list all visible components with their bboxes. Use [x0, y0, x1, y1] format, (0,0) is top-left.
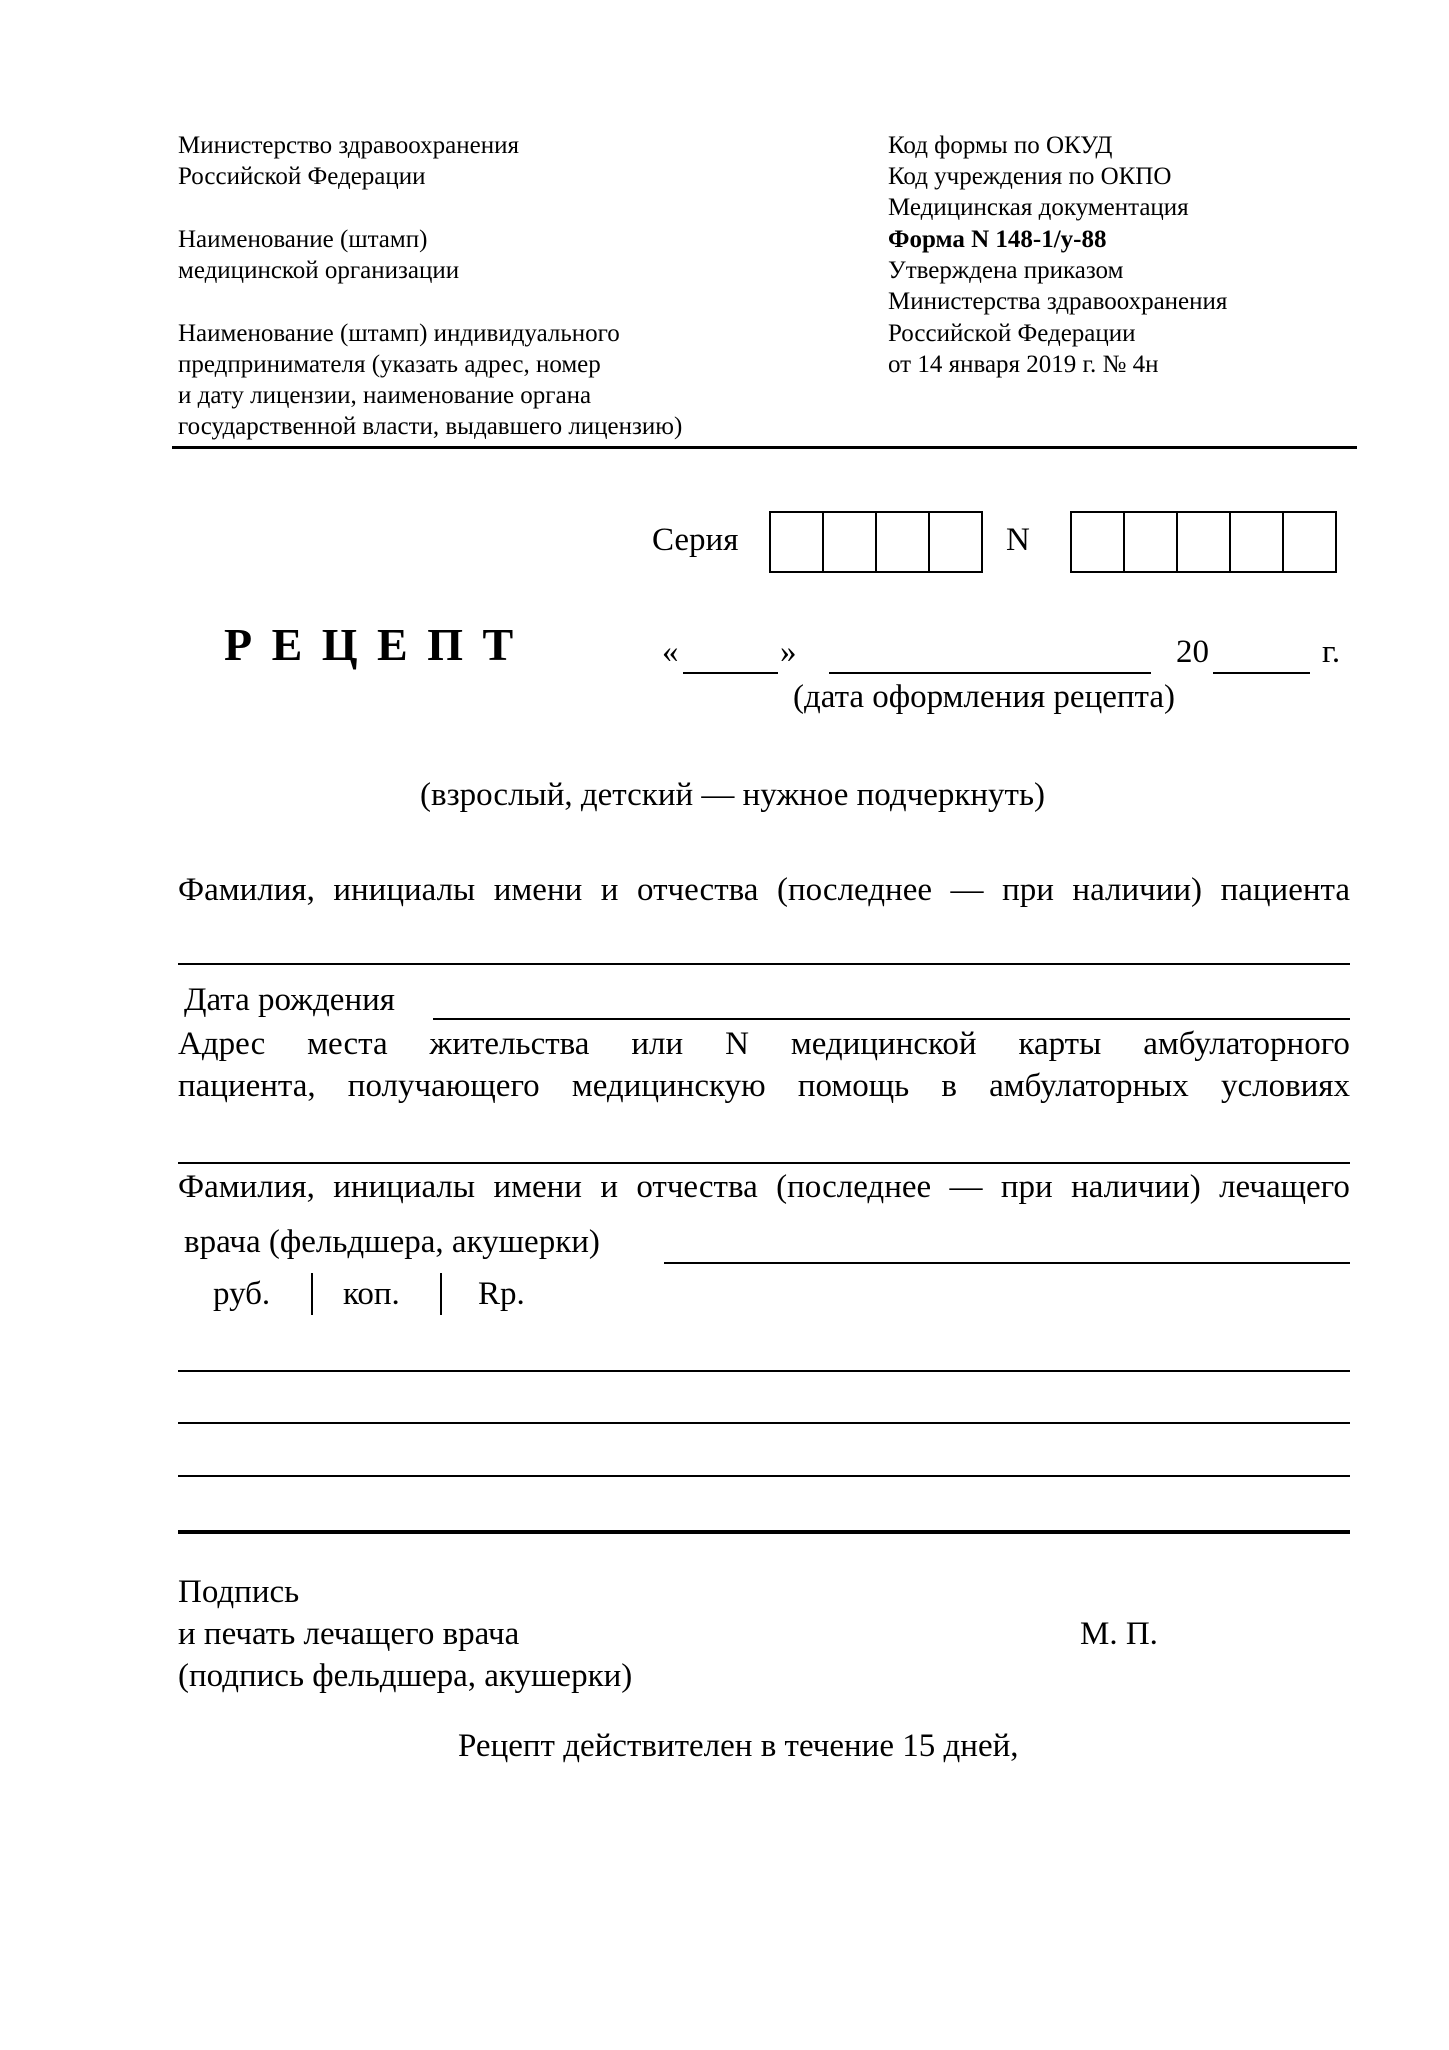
series-box-2[interactable]	[822, 511, 877, 573]
prescription-line-4[interactable]	[178, 1530, 1350, 1534]
signature-line-3: (подпись фельдшера, акушерки)	[178, 1658, 633, 1694]
approved-line-2: Министерства здравоохранения	[888, 288, 1228, 315]
doctor-word: при	[1000, 1169, 1053, 1205]
validity-note: Рецепт действителен в течение 15 дней,	[458, 1728, 1019, 1764]
entrepreneur-line-4: государственной власти, выдавшего лицензию)	[178, 413, 683, 440]
number-label: N	[1006, 522, 1030, 558]
ministry-line-1: Министерство здравоохранения	[178, 132, 519, 159]
signature-line-2: и печать лечащего врача	[178, 1616, 520, 1652]
doctor-word: отчества	[636, 1169, 758, 1205]
prescription-line-1[interactable]	[178, 1370, 1350, 1372]
date-month-field[interactable]	[829, 672, 1151, 674]
address-label-line-2	[178, 1066, 1350, 1106]
address-word: получающего	[347, 1068, 540, 1104]
address-word: карты	[1018, 1026, 1102, 1062]
number-box-1[interactable]	[1070, 511, 1125, 573]
prescription-line-3[interactable]	[178, 1475, 1350, 1477]
address-word: помощь	[797, 1068, 910, 1104]
address-word: пациента,	[178, 1068, 316, 1104]
approved-line-1: Утверждена приказом	[888, 257, 1124, 284]
form-number: Форма N 148-1/у-88	[888, 226, 1107, 253]
org-stamp-line-1: Наименование (штамп)	[178, 226, 428, 253]
series-box-1[interactable]	[769, 511, 824, 573]
number-box-5[interactable]	[1282, 511, 1337, 573]
address-word: N	[725, 1026, 749, 1062]
doctor-word: наличии)	[1071, 1169, 1201, 1205]
signature-line-1: Подпись	[178, 1574, 300, 1610]
date-century: 20	[1176, 634, 1209, 670]
address-word: места	[307, 1026, 388, 1062]
doctor-word: имени	[493, 1169, 582, 1205]
date-open-quote: «	[662, 634, 679, 670]
number-box-2[interactable]	[1123, 511, 1178, 573]
address-word: жительства	[429, 1026, 590, 1062]
address-word: Адрес	[178, 1026, 266, 1062]
doctor-word: Фамилия,	[178, 1169, 315, 1205]
rp-label: Rp.	[478, 1276, 525, 1312]
date-day-field[interactable]	[683, 672, 778, 674]
org-stamp-line-2: медицинской организации	[178, 257, 460, 284]
kop-label: коп.	[343, 1276, 400, 1312]
patient-type-note: (взрослый, детский — нужное подчеркнуть)	[420, 777, 1046, 813]
address-field[interactable]	[178, 1162, 1350, 1164]
rub-label: руб.	[213, 1276, 271, 1312]
patient-name-label: Фамилия, инициалы имени и отчества (последнее — при наличии) пациента	[178, 872, 1350, 908]
stamp-place: М. П.	[1080, 1616, 1158, 1652]
date-year-suffix: г.	[1322, 634, 1341, 670]
date-year-field[interactable]	[1213, 672, 1310, 674]
address-word: амбулаторного	[1143, 1026, 1350, 1062]
rub-separator	[311, 1273, 313, 1315]
series-label: Серия	[652, 522, 739, 558]
doctor-word: (последнее	[776, 1169, 932, 1205]
doctor-word: лечащего	[1219, 1169, 1350, 1205]
kop-separator	[440, 1273, 442, 1315]
doctor-label-line-1	[178, 1167, 1350, 1207]
address-word: медицинской	[790, 1026, 977, 1062]
address-word: медицинскую	[571, 1068, 766, 1104]
series-box-4[interactable]	[928, 511, 983, 573]
address-word: в	[941, 1068, 957, 1104]
med-doc-label: Медицинская документация	[888, 194, 1189, 221]
address-label-line-1	[178, 1024, 1350, 1064]
address-word: или	[631, 1026, 684, 1062]
birth-date-field[interactable]	[433, 1018, 1350, 1020]
approved-line-3: Российской Федерации	[888, 320, 1136, 347]
prescription-line-2[interactable]	[178, 1422, 1350, 1424]
date-caption: (дата оформления рецепта)	[793, 679, 1175, 715]
ministry-line-2: Российской Федерации	[178, 163, 426, 190]
approved-line-4: от 14 января 2019 г. № 4н	[888, 351, 1159, 378]
header-divider	[172, 446, 1357, 449]
entrepreneur-line-1: Наименование (штамп) индивидуального	[178, 320, 620, 347]
number-box-3[interactable]	[1176, 511, 1231, 573]
number-box-4[interactable]	[1229, 511, 1284, 573]
birth-date-label: Дата рождения	[184, 982, 395, 1018]
patient-name-field[interactable]	[178, 963, 1350, 965]
doctor-label-line-2: врача (фельдшера, акушерки)	[184, 1224, 600, 1260]
okud-label: Код формы по ОКУД	[888, 132, 1113, 159]
doctor-word: —	[949, 1169, 983, 1205]
doctor-word: инициалы	[333, 1169, 476, 1205]
series-box-3[interactable]	[875, 511, 930, 573]
okpo-label: Код учреждения по ОКПО	[888, 163, 1172, 190]
address-word: условиях	[1220, 1068, 1350, 1104]
doctor-name-field[interactable]	[664, 1262, 1350, 1264]
entrepreneur-line-3: и дату лицензии, наименование органа	[178, 382, 592, 409]
doctor-word: и	[600, 1169, 618, 1205]
address-word: амбулаторных	[989, 1068, 1189, 1104]
date-close-quote: »	[780, 634, 797, 670]
entrepreneur-line-2: предпринимателя (указать адрес, номер	[178, 351, 601, 378]
recipe-title: Р Е Ц Е П Т	[224, 619, 518, 670]
